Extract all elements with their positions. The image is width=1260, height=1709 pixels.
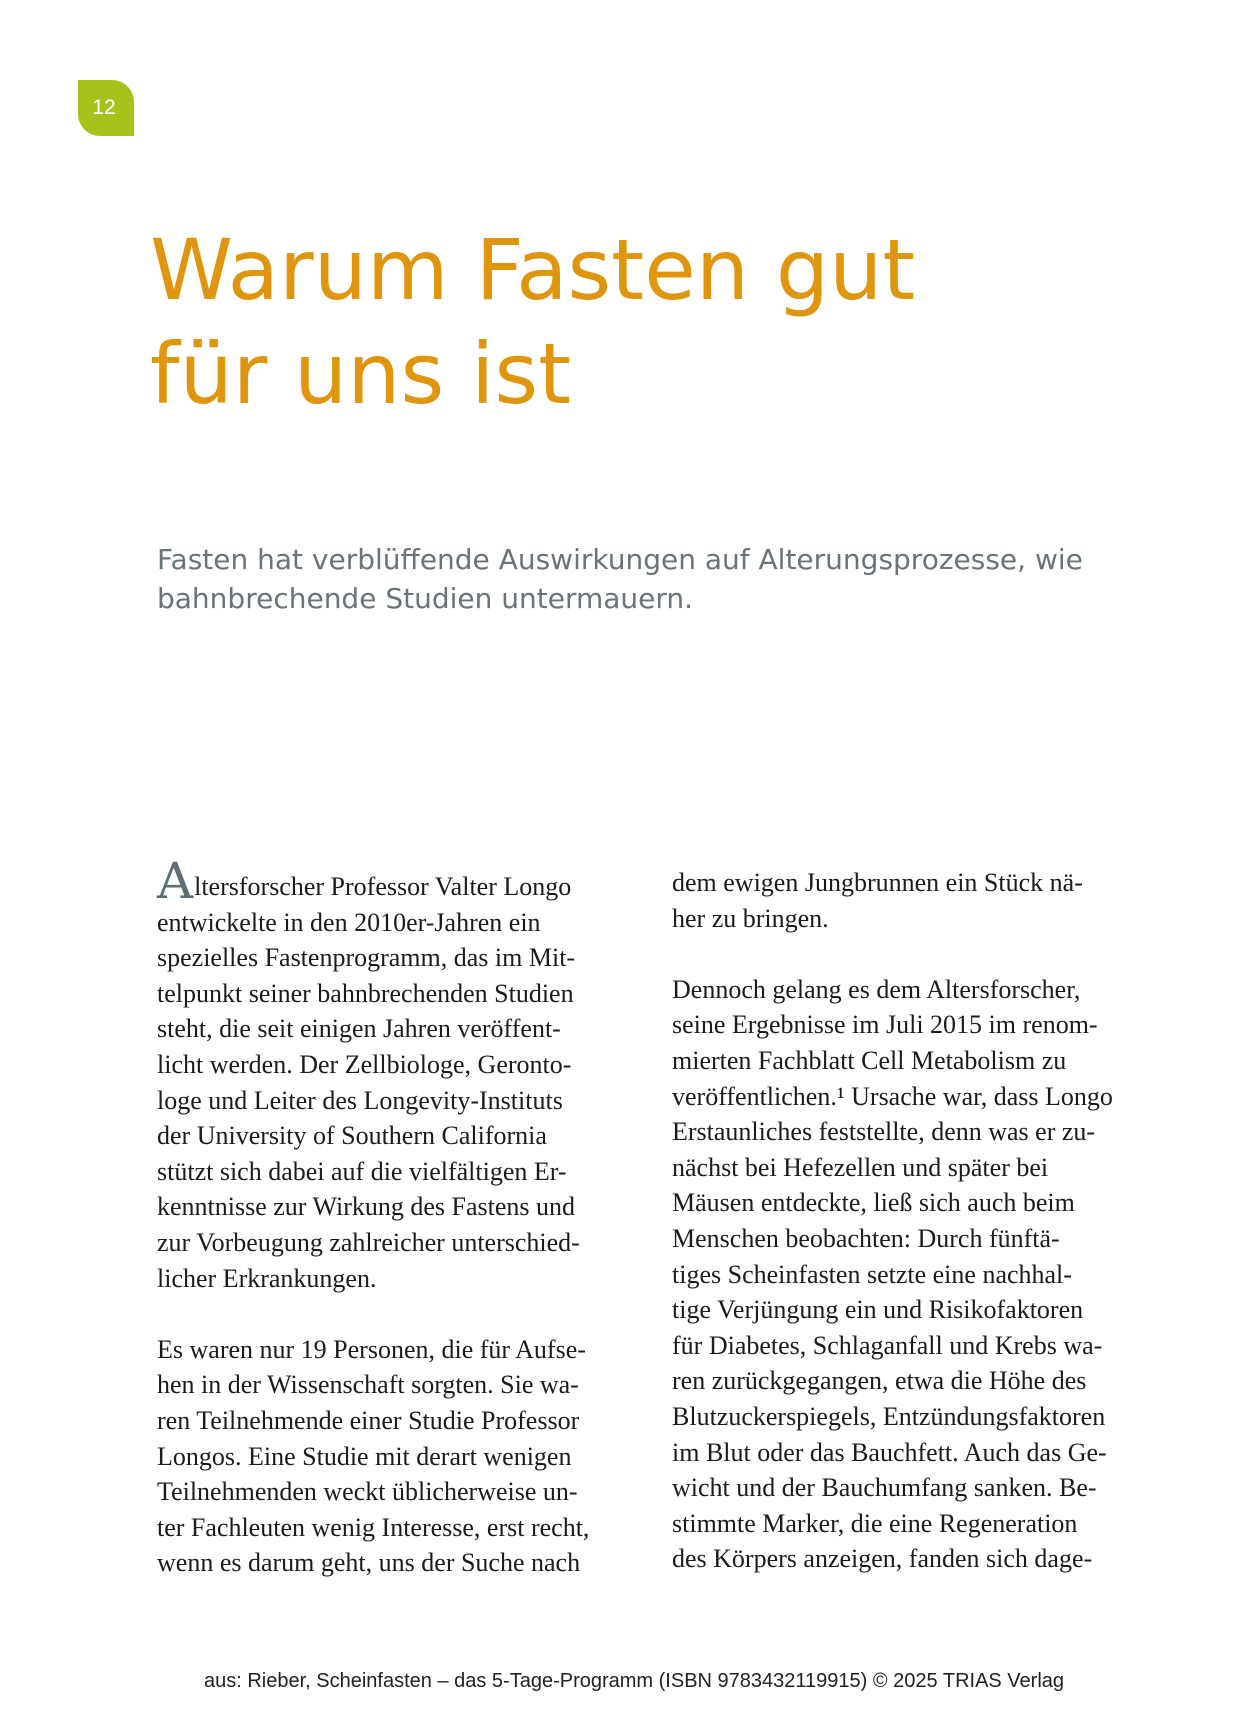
text-line: stimmte Marker, die eine Regeneration <box>672 1508 1078 1538</box>
text-line: kenntnisse zur Wirkung des Fastens und <box>157 1192 576 1222</box>
text-line: licht werden. Der Zellbiologe, Geronto- <box>157 1049 572 1079</box>
paragraph-gap <box>672 936 1142 972</box>
text-line: tige Verjüngung ein und Risikofaktoren <box>672 1295 1084 1325</box>
text-line: spezielles Fastenprogramm, das im Mit- <box>157 943 576 973</box>
text-line: dem ewigen Jungbrunnen ein Stück nä- <box>672 868 1083 897</box>
text-line: wicht und der Bauchumfang sanken. Be- <box>672 1473 1097 1503</box>
text-line: Menschen beobachten: Durch fünftä- <box>672 1223 1060 1253</box>
text-line: im Blut oder das Bauchfett. Auch das Ge- <box>672 1437 1107 1467</box>
left-column <box>157 852 627 1581</box>
right-paragraph-1 <box>672 865 1142 936</box>
text-line: telpunkt seiner bahnbrechenden Studien <box>157 978 574 1008</box>
text-line: der University of Southern California <box>157 1121 547 1151</box>
page-title <box>150 218 915 426</box>
text-line: ter Fachleuten wenig Interesse, erst recht, <box>157 1512 590 1542</box>
page-number: 12 <box>92 96 116 119</box>
text-line: des Körpers anzeigen, fanden sich dage- <box>672 1544 1093 1574</box>
text-line: her zu bringen. <box>672 903 829 933</box>
text-line: Dennoch gelang es dem Altersforscher, <box>672 974 1081 1004</box>
source-footer: aus: Rieber, Scheinfasten – das 5-Tage-Programm (ISBN 9783432119915) © 2025 TRIAS Verlag <box>203 1670 1065 1692</box>
text-line: ren Teilnehmende einer Studie Professor <box>157 1405 580 1435</box>
text-line: für Diabetes, Schlaganfall und Krebs wa- <box>672 1330 1103 1360</box>
text-line: Erstaunliches feststellte, denn was er zu- <box>672 1117 1096 1147</box>
page-number-badge <box>78 80 134 136</box>
text-line: nächst bei Hefezellen und später bei <box>672 1152 1049 1182</box>
text-line: tiges Scheinfasten setzte eine nachhal- <box>672 1259 1072 1289</box>
left-paragraph-1 <box>157 852 627 1296</box>
subtitle-line-1: Fasten hat verblüffende Auswirkungen auf Alterungsprozesse, wie <box>157 543 1083 576</box>
paragraph-gap <box>157 1296 627 1332</box>
text-line: Longos. Eine Studie mit derart wenigen <box>157 1441 572 1471</box>
text-line: wenn es darum geht, uns der Suche nach <box>157 1548 581 1578</box>
intro-subtitle <box>157 540 1157 618</box>
right-column <box>672 865 1142 1577</box>
text-line: Mäusen entdeckte, ließ sich auch beim <box>672 1188 1075 1218</box>
text-line <box>157 852 627 910</box>
title-line-1: Warum Fasten gut <box>150 221 916 319</box>
text-line-rest: ltersforscher Professor Valter Longo <box>194 872 572 901</box>
text-line: seine Ergebnisse im Juli 2015 im renom- <box>672 1010 1098 1040</box>
right-paragraph-2 <box>672 972 1142 1577</box>
text-line: stützt sich dabei auf die vielfältigen Er- <box>157 1156 567 1186</box>
text-line: Blutzuckerspiegels, Entzündungsfaktoren <box>672 1401 1106 1431</box>
left-paragraph-2 <box>157 1332 627 1581</box>
title-line-2: für uns ist <box>150 325 572 423</box>
text-line: mierten Fachblatt Cell Metabolism zu <box>672 1045 1067 1075</box>
text-line: veröffentlichen.¹ Ursache war, dass Longo <box>672 1081 1113 1111</box>
text-line: hen in der Wissenschaft sorgten. Sie wa- <box>157 1370 579 1400</box>
text-line: Teilnehmenden weckt üblicherweise un- <box>157 1477 578 1507</box>
text-line: zur Vorbeugung zahlreicher unterschied- <box>157 1227 580 1257</box>
text-line: entwickelte in den 2010er-Jahren ein <box>157 907 541 937</box>
text-line: steht, die seit einigen Jahren veröffent- <box>157 1014 561 1044</box>
text-line: ren zurückgegangen, etwa die Höhe des <box>672 1366 1087 1396</box>
text-line: loge und Leiter des Longevity-Instituts <box>157 1085 563 1115</box>
drop-cap: A <box>157 852 194 910</box>
text-line: Es waren nur 19 Personen, die für Aufse- <box>157 1334 586 1364</box>
text-line: licher Erkrankungen. <box>157 1263 377 1293</box>
subtitle-line-2: bahnbrechende Studien untermauern. <box>157 582 694 615</box>
